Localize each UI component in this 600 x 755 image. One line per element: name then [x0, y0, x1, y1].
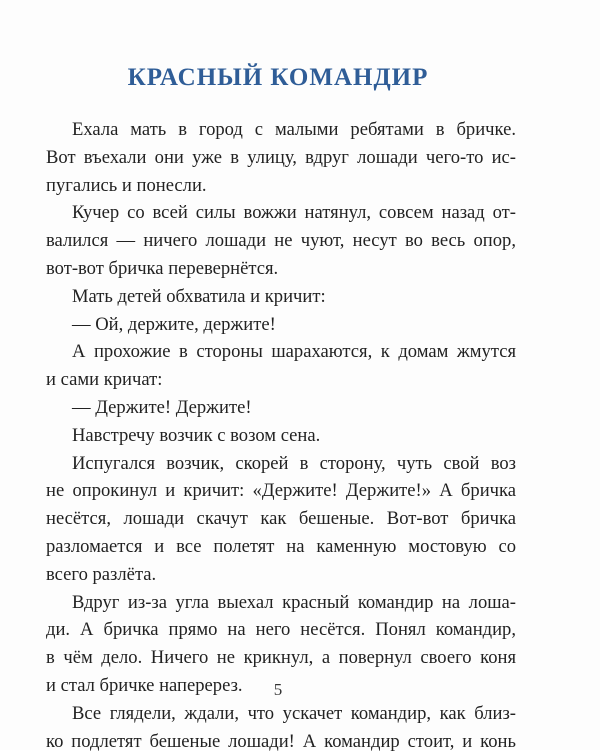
text-line: пугались и понесли. [46, 174, 207, 196]
text-line: Мать детей обхватила и кричит: [72, 285, 326, 307]
chapter-title: КРАСНЫЙ КОМАНДИР [127, 64, 429, 91]
text-line: не опрокинул и кричит: «Держите! Держите!» А бричка [46, 480, 516, 502]
text-line: всего разлёта. [46, 563, 157, 585]
text-line: Кучер со всей силы вожжи натянул, совсем назад от- [72, 202, 516, 224]
text-line: ко подлетят бешеные лошади! А командир стоит, и конь [46, 730, 516, 752]
text-line: Все глядели, ждали, что ускачет командир, как близ- [72, 702, 516, 724]
text-line: в чём дело. Ничего не крикнул, а повернул своего коня [46, 647, 516, 669]
text-line: и стал бричке наперерез. [46, 674, 243, 696]
text-line: Ехала мать в город с малыми ребятами в бричке. [72, 119, 516, 140]
page-number: 5 [273, 680, 283, 699]
text-line: ди. А бричка прямо на него несётся. Понял командир, [46, 619, 516, 641]
text-line: валился — ничего лошади не чуют, несут во весь опор, [46, 230, 516, 252]
text-line: — Ой, держите, держите! [72, 313, 276, 335]
text-line: Испугался возчик, скорей в сторону, чуть свой воз [72, 452, 516, 474]
story-text [46, 116, 516, 755]
text-line: Вдруг из-за угла выехал красный командир на лоша- [72, 591, 516, 613]
text-line: Навстречу возчик с возом сена. [72, 424, 321, 446]
text-line: — Держите! Держите! [72, 396, 252, 418]
text-line: разломается и все полетят на каменную мостовую со [46, 535, 516, 557]
text-line: вот-вот бричка перевернётся. [46, 257, 279, 279]
text-line: Вот въехали они уже в улицу, вдруг лошади чего-то ис- [46, 146, 516, 168]
text-line: и сами кричат: [46, 369, 163, 391]
text-line: А прохожие в стороны шарахаются, к домам жмутся [72, 341, 516, 363]
text-line: несётся, лошади скачут как бешеные. Вот-вот бричка [46, 508, 516, 530]
